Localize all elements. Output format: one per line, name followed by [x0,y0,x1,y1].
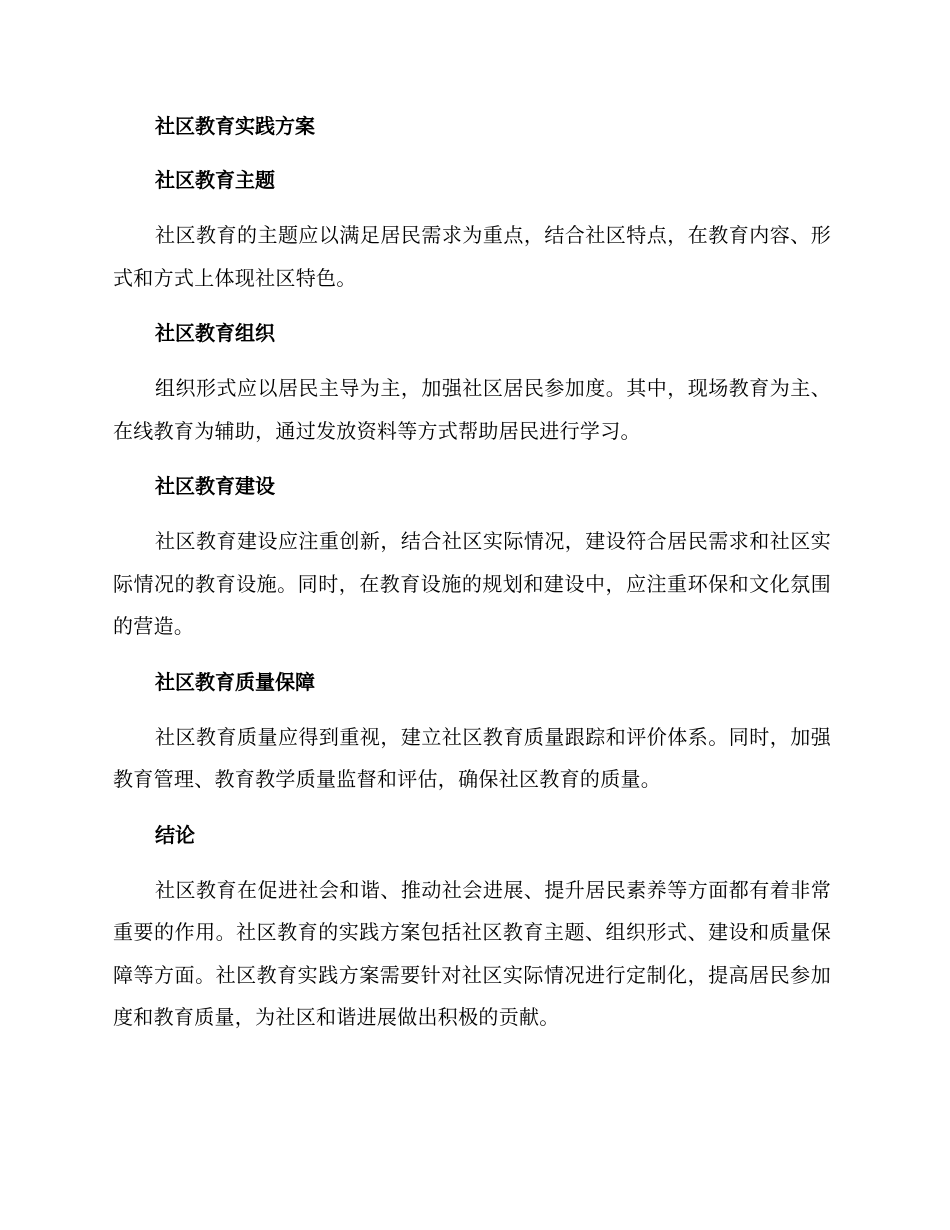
section-heading: 社区教育建设 [155,474,275,498]
section-body: 组织形式应以居民主导为主，加强社区居民参加度。其中，现场教育为主、在线教育为辅助，通过发放资料等方式帮助居民进行学习。 [113,376,831,443]
section-quality [113,663,831,801]
section-body: 社区教育质量应得到重视，建立社区教育质量跟踪和评价体系。同时，加强教育管理、教育教学质量监督和评估，确保社区教育的质量。 [113,724,831,791]
section-theme [113,161,831,299]
section-organization [113,314,831,452]
document-page [113,107,831,1039]
section-body: 社区教育建设应注重创新，结合社区实际情况，建设符合居民需求和社区实际情况的教育设施。同时，在教育设施的规划和建设中，应注重环保和文化氛围的营造。 [113,529,831,638]
section-body: 社区教育在促进社会和谐、推动社会进展、提升居民素养等方面都有着非常重要的作用。社区教育的实践方案包括社区教育主题、组织形式、建设和质量保障等方面。社区教育实践方案需要针对社区实际情况进行定制化，提高居民参加度和教育质量，为社区和谐进展做出积极的贡献。 [113,877,831,1029]
section-construction [113,467,831,648]
section-heading: 社区教育质量保障 [155,669,315,694]
document-title: 社区教育实践方案 [155,114,315,138]
section-heading: 社区教育主题 [155,168,275,192]
section-body: 社区教育的主题应以满足居民需求为重点，结合社区特点，在教育内容、形式和方式上体现社区特色。 [113,223,831,290]
section-heading: 结论 [155,822,195,847]
section-heading: 社区教育组织 [155,321,275,345]
section-conclusion [113,816,831,1039]
